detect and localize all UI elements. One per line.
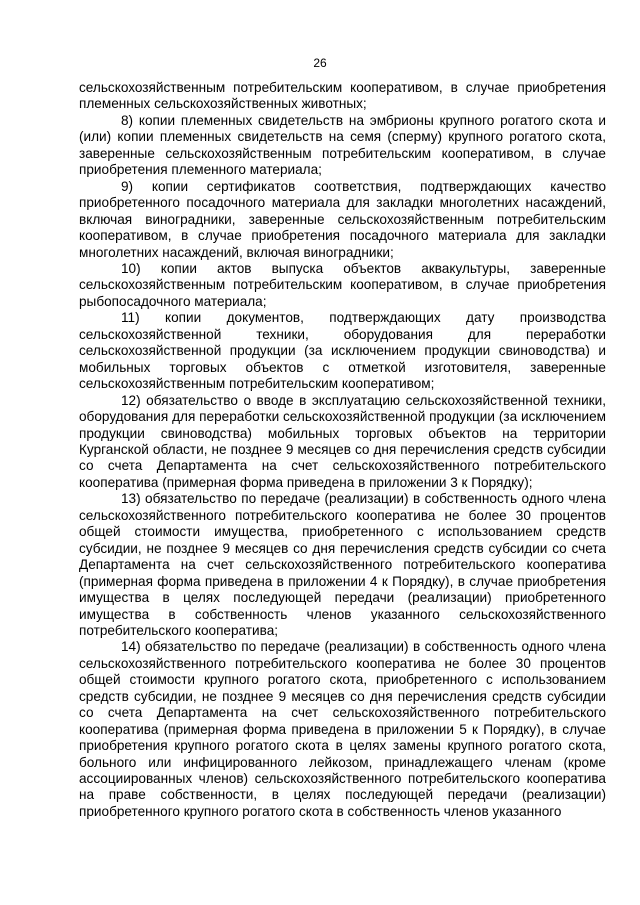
paragraph-item-12: 12) обязательство о вводе в эксплуатацию сельскохозяйственной техники, оборудования для переработки сельскохозяйственной продукции (за исключением продукции свиноводства) мобильных торговых объектов на территории Курганской области, не позднее 9 месяцев со дня перечисления средств субсидии со счета Департамента на счет сельскохозяйственного потребительского кооператива (примерная форма приведена в приложении 3 к Порядку); (79, 392, 606, 490)
paragraph-item-13: 13) обязательство по передаче (реализации) в собственность одного члена сельскохозяйственного потребительского кооператива не более 30 процентов общей стоимости имущества, приобретенного с использованием средств субсидии, не позднее 9 месяцев со дня перечисления средств субсидии со счета Департамента на счет сельскохозяйственного потребительского кооператива (примерная форма приведена в приложении 4 к Порядку), в случае приобретения имущества в целях последующей передачи (реализации) приобретенного имущества в собственность членов указанного сельскохозяйственного потребительского кооператива; (79, 491, 606, 638)
paragraph-item-11: 11) копии документов, подтверждающих дату производства сельскохозяйственной техники, оборудования для переработки сельскохозяйственной продукции (за исключением продукции свиноводства) и мобильных торговых объектов с отметкой изготовителя, заверенные сельскохозяйственным потребительским кооперативом; (79, 310, 606, 392)
paragraph-item-8: 8) копии племенных свидетельств на эмбрионы крупного рогатого скота и (или) копии племенных свидетельств на семя (сперму) крупного рогатого скота, заверенные сельскохозяйственным потребительским кооперативом, в случае приобретения племенного материала; (79, 112, 606, 178)
paragraph-item-9: 9) копии сертификатов соответствия, подтверждающих качество приобретенного посадочного материала для закладки многолетних насаждений, включая виноградники, заверенные сельскохозяйственным потребительским кооперативом, в случае приобретения посадочного материала для закладки многолетних насаждений, включая виноградники; (79, 178, 606, 260)
paragraph-continuation: сельскохозяйственным потребительским кооперативом, в случае приобретения племенных сельскохозяйственных животных; (79, 80, 606, 112)
page-number: 26 (313, 56, 327, 70)
paragraph-item-14: 14) обязательство по передаче (реализации) в собственность одного члена сельскохозяйственного потребительского кооператива не более 30 процентов общей стоимости крупного рогатого скота, приобретенного с использованием средств субсидии, не позднее 9 месяцев со дня перечисления средств субсидии со счета Департамента на счет сельскохозяйственного потребительского кооператива (примерная форма приведена в приложении 5 к Порядку), в случае приобретения крупного рогатого скота в целях замены крупного рогатого скота, больного или инфицированного лейкозом, принадлежащего членам (кроме ассоциированных членов) сельскохозяйственного потребительского кооператива на праве собственности, в целях последующей передачи (реализации) приобретенного крупного рогатого скота в собственность членов указанного (79, 639, 606, 819)
document-body (79, 80, 606, 820)
paragraph-item-10: 10) копии актов выпуска объектов аквакультуры, заверенные сельскохозяйственным потребительским кооперативом, в случае приобретения рыбопосадочного материала; (79, 260, 606, 309)
